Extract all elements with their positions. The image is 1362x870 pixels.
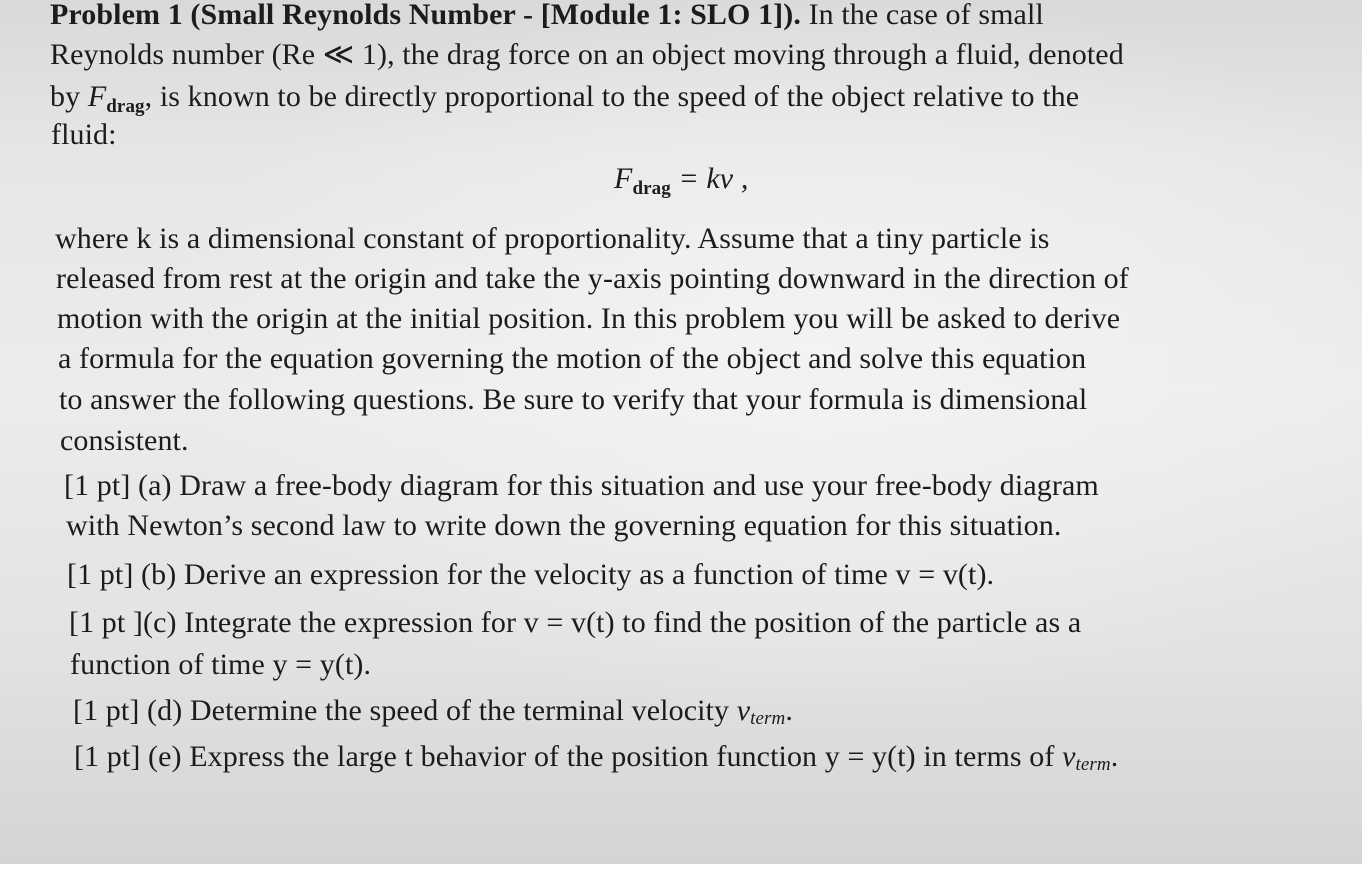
part-b: [1 pt] (b) Derive an expression for the velocity as a function of time v = v(t). bbox=[67, 558, 995, 591]
drag-equation bbox=[614, 162, 748, 200]
part-a-line-1: [1 pt] (a) Draw a free-body diagram for this situation and use your free-body diagram bbox=[64, 469, 1099, 502]
equation-subscript: drag bbox=[632, 178, 671, 199]
body-line-5: to answer the following questions. Be sure to verify that your formula is dimensional bbox=[59, 383, 1088, 416]
terminal-velocity-symbol: v bbox=[736, 694, 751, 727]
part-a-line-2: with Newton’s second law to write down the governing equation for this situation. bbox=[66, 509, 1062, 542]
body-line-2: released from rest at the origin and take the y-axis pointing downward in the direction of bbox=[56, 262, 1129, 295]
part-d-text: [1 pt] (d) Determine the speed of the terminal velocity bbox=[73, 694, 737, 727]
body-line-1: where k is a dimensional constant of proportionality. Assume that a tiny particle is bbox=[55, 222, 1050, 255]
terminal-velocity-subscript: term bbox=[1075, 754, 1111, 775]
intro-text: by bbox=[50, 80, 88, 113]
intro-line-4: fluid: bbox=[51, 118, 117, 151]
body-line-6: consistent. bbox=[60, 424, 189, 457]
intro-line-2: Reynolds number (Re ≪ 1), the drag force on an object moving through a fluid, denoted bbox=[50, 38, 1124, 71]
part-e bbox=[74, 740, 1118, 778]
body-line-4: a formula for the equation governing the motion of the object and solve this equation bbox=[58, 342, 1087, 375]
terminal-velocity-symbol: v bbox=[1062, 740, 1076, 773]
problem-heading-line bbox=[50, 0, 1044, 32]
equation-force-symbol: F bbox=[614, 162, 633, 195]
force-subscript: drag bbox=[106, 96, 145, 117]
body-line-3: motion with the origin at the initial position. In this problem you will be asked to derive bbox=[57, 302, 1121, 335]
intro-text: In the case of small bbox=[808, 0, 1044, 31]
intro-text: , is known to be directly proportional to the speed of the object relative to the bbox=[144, 80, 1080, 113]
part-e-end: . bbox=[1110, 740, 1119, 773]
part-c-line-2: function of time y = y(t). bbox=[70, 648, 372, 681]
terminal-velocity-subscript: term bbox=[750, 708, 786, 729]
part-d bbox=[73, 694, 793, 732]
part-c-line-1: [1 pt ](c) Integrate the expression for v = v(t) to find the position of the particle as a bbox=[69, 606, 1082, 639]
part-d-end: . bbox=[785, 694, 793, 727]
part-e-text: [1 pt] (e) Express the large t behavior of the position function y = y(t) in terms of bbox=[74, 740, 1063, 773]
intro-line-3 bbox=[50, 80, 1079, 118]
problem-title: Problem 1 (Small Reynolds Number - [Module 1: SLO 1]). bbox=[50, 0, 801, 31]
equation-rhs: = kv , bbox=[670, 162, 749, 195]
force-symbol: F bbox=[87, 80, 107, 113]
bottom-border bbox=[0, 864, 1362, 870]
